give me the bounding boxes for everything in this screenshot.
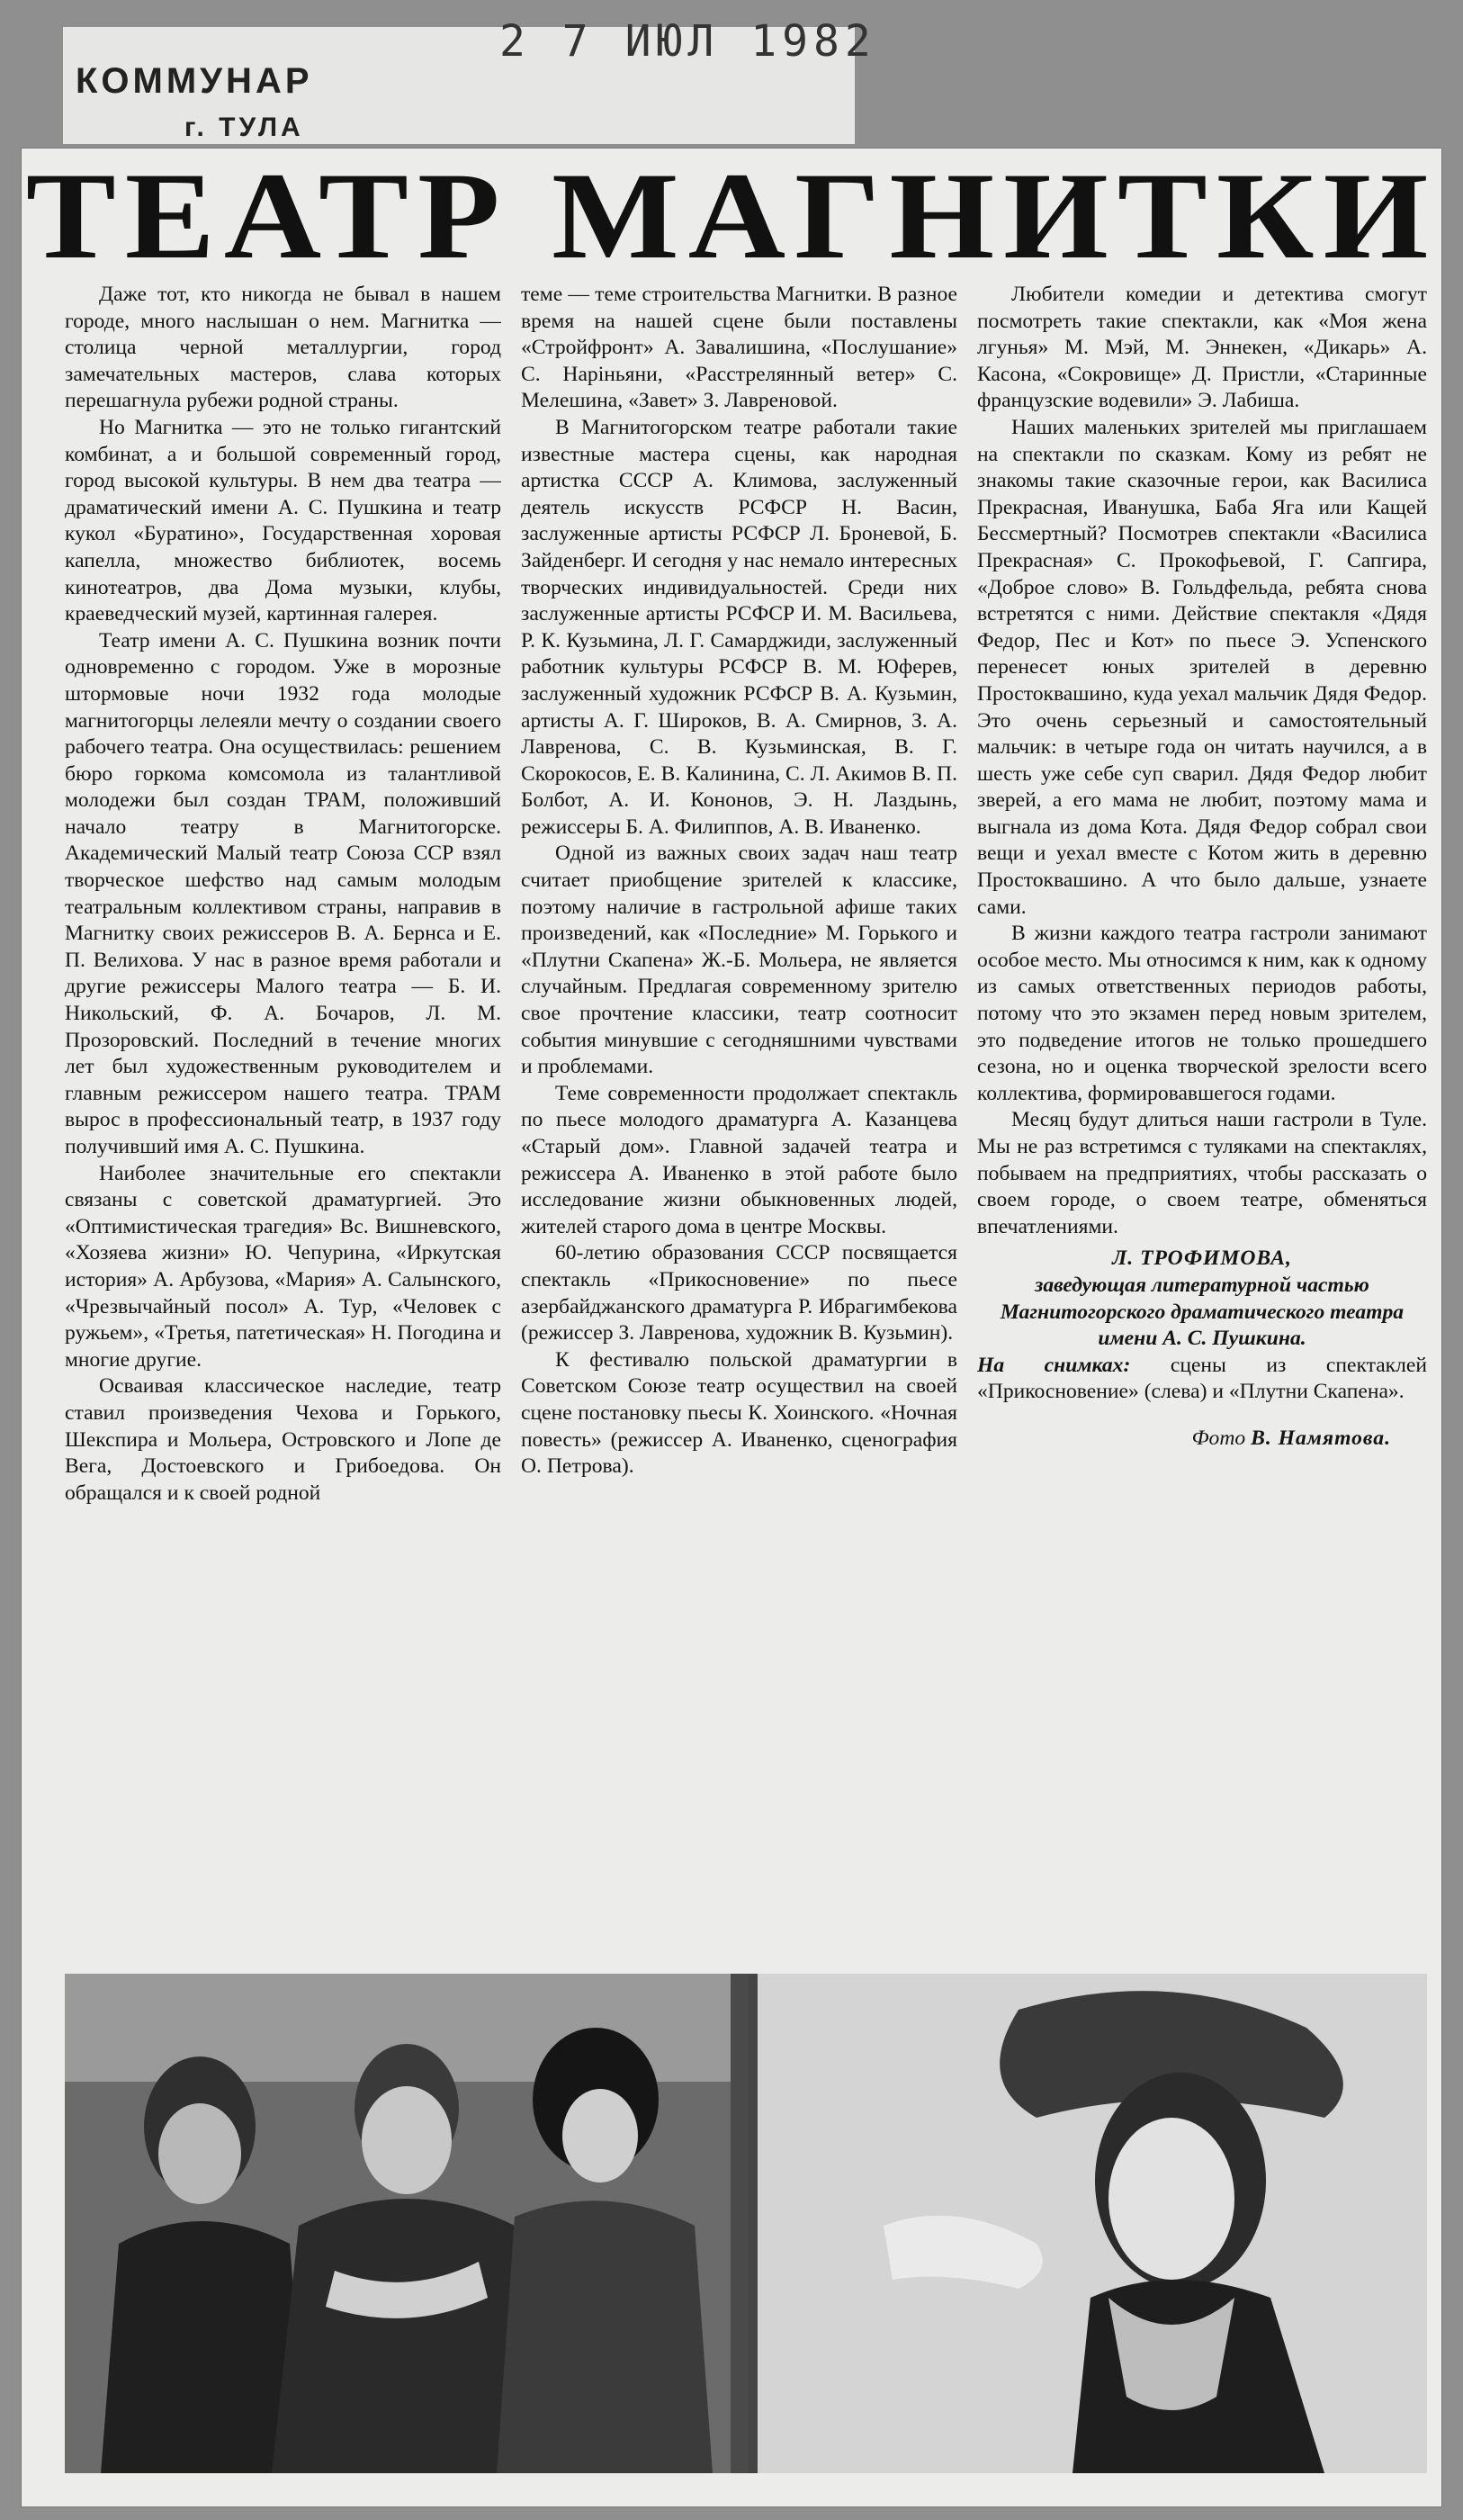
scene-photo-right-graphic	[749, 1974, 1427, 2473]
author-role: заведующая литературной частью Магнитогорского драматического театра имени А. С. Пушкина.	[1000, 1273, 1405, 1351]
photo-caption	[977, 1353, 1427, 1406]
article-column-3	[977, 282, 1427, 1965]
paragraph: Любители комедии и детектива смогут посмотреть такие спектакли, как «Моя жена лгунья» М. Мэй, М. Эннекен, «Дикарь» А. Касона, «Сокровище» Д. Пристли, «Старинные французские водевили» Э. Лабиша.	[977, 283, 1427, 413]
paragraph: К фестивалю польской драматургии в Советском Союзе театр осуществил на своей сцене постановку пьесы К. Хоинского. «Ночная повесть» (режиссер А. Иваненко, сценография О. Петрова).	[521, 1347, 957, 1479]
paragraph: Осваивая классическое наследие, театр ставил произведения Чехова и Горького, Шекспира и Мольера, Островского и Лопе де Вега, Достоевского и Грибоедова. Он обращался и к своей родной	[65, 1374, 501, 1505]
paragraph: Месяц будут длиться наши гастроли в Туле. Мы не раз встретимся с туляками на спектаклях, побываем на предприятиях, чтобы рассказать о своем городе, о своем театре, обменяться впечатлениями.	[977, 1108, 1427, 1238]
paragraph: Даже тот, кто никогда не бывал в нашем городе, много наслышан о нем. Магнитка — столица черной металлургии, город замечательных мастеров, слава которых перешагнула рубежи родной страны.	[65, 283, 501, 413]
paragraph: В Магнитогорском театре работали такие известные мастера сцены, как народная артистка СССР А. Климова, заслуженный деятель искусств РСФСР Н. Васин, заслуженные артисты РСФСР Л. Броневой, Б. Зайденберг. И сегодня у нас немало интересных творческих индивидуальностей. Среди них заслуженные артисты РСФСР И. М. Васильева, Р. К. Кузьмина, Л. Г. Самарджиди, заслуженный работник культуры РСФСР В. М. Юферев, заслуженный художник РСФСР В. А. Кузьмин, артисты А. Г. Широков, В. А. Смирнов, З. А. Лавренова, С. В. Кузьминская, В. Г. Скорокосов, Е. В. Калинина, С. Л. Акимов В. П. Болбот, А. И. Кононов, Э. Н. Лаздынь, режиссеры Б. А. Филиппов, А. В. Иваненко.	[521, 415, 957, 839]
photo-scene-left	[65, 1974, 749, 2473]
paragraph: теме — теме строительства Магнитки. В разное время на нашей сцене были поставлены «Стройфронт» А. Завалишина, «Послушание» С. Наріньяни, «Расстрелянный ветер» С. Мелешина, «Завет» З. Лавреновой.	[521, 283, 957, 413]
newspaper-city: г. ТУЛА	[184, 112, 304, 142]
article-column-1	[65, 282, 501, 1965]
newspaper-clipping	[22, 148, 1441, 2506]
paragraph: Но Магнитка — это не только гигантский комбинат, а и большой современный город, город высокой культуры. В нем два театра — драматический имени А. С. Пушкина и театр кукол «Буратино», Государственная хоровая капелла, множество библиотек, восемь кинотеатров, два Дома музыки, клубы, краеведческий музей, картинная галерея.	[65, 415, 501, 626]
author-signature	[977, 1246, 1427, 1352]
photo-credit-name: В. Намятова.	[1251, 1426, 1391, 1450]
paragraph: Наиболее значительные его спектакли связаны с советской драматургией. Это «Оптимистическая трагедия» Вс. Вишневского, «Хозяева жизни» Ю. Чепурина, «Иркутская история» А. Арбузова, «Мария» А. Салынского, «Чрезвычайный посол» А. Тур, «Человек с ружьем», «Третья, патетическая» Н. Погодина и многие другие.	[65, 1161, 501, 1372]
photo-credit	[977, 1426, 1427, 1453]
paragraph: 60-летию образования СССР посвящается спектакль «Прикосновение» по пьесе азербайджанского драматурга Р. Ибрагимбекова (режиссер З. Лавренова, художник В. Кузьмин).	[521, 1241, 957, 1346]
paragraph: В жизни каждого театра гастроли занимают особое место. Мы относимся к ним, как к одному из самых ответственных периодов работы, потому что это экзамен перед новым зрителем, это подведение итогов не только прошедшего сезона, но и оценка творческой зрелости всего коллектива, формировавшегося годами.	[977, 922, 1427, 1105]
article-column-2	[521, 282, 957, 1965]
photo-credit-label: Фото	[1191, 1426, 1246, 1450]
paragraph: Театр имени А. С. Пушкина возник почти одновременно с городом. Уже в морозные штормовые ночи 1932 года молодые магнитогорцы лелеяли мечту о создании своего рабочего театра. Она осуществилась: решением бюро горкома комсомола из талантливой молодежи был создан ТРАМ, положивший начало театру в Магнитогорске. Академический Малый театр Союза ССР взял творческое шефство над самым молодым театральным коллективом страны, направив в Магнитку своих режиссеров В. А. Бернса и Е. П. Велихова. У нас в разное время работали и другие режиссеры Малого театра — Б. И. Никольский, Ф. А. Бочаров, Л. М. Прозоровский. Последний в течение многих лет был художественным руководителем и главным режиссером нашего театра. ТРАМ вырос в профессиональный театр, в 1937 году получивший имя А. С. Пушкина.	[65, 628, 501, 1158]
paragraph: Одной из важных своих задач наш театр считает приобщение зрителей к классике, поэтому наличие в гастрольной афише таких произведений, как «Последние» М. Горького и «Плутни Скапена» Ж.-Б. Мольера, не является случайным. Предлагая современному зрителю свое прочтение классики, театр соотносит события минувшие с сегодняшними чувствами и проблемами.	[521, 842, 957, 1079]
paragraph: Теме современности продолжает спектакль по пьесе молодого драматурга А. Казанцева «Старый дом». Главной задачей театра и режиссера А. Иваненко в этой работе было исследование жизни обыкновенных людей, жителей старого дома в центре Москвы.	[521, 1081, 957, 1238]
scene-photo-left-graphic	[65, 1974, 749, 2473]
photo-caption-label: На снимках:	[977, 1353, 1131, 1377]
date-stamp: 2 7 ИЮЛ 1982	[499, 16, 876, 67]
author-name: Л. ТРОФИМОВА,	[1112, 1246, 1292, 1271]
photo-caption-text: сцены из спектаклей «Прикосновение» (слева) и «Плутни Скапена».	[977, 1353, 1427, 1404]
photo-scene-right	[749, 1974, 1427, 2473]
newspaper-name: КОММУНАР	[76, 61, 313, 101]
article-headline: ТЕАТР МАГНИТКИ	[25, 147, 1438, 285]
paragraph: Наших маленьких зрителей мы приглашаем на спектакли по сказкам. Кому из ребят не знакомы такие сказочные герои, как Василиса Прекрасная, Иванушка, Баба Яга или Кащей Бессмертный? Посмотрев спектакли «Василиса Прекрасная» С. Прокофьевой, Г. Сапгира, «Доброе слово» В. Гольдфельда, ребята снова встретятся с ними. Действие спектакля «Дядя Федор, Пес и Кот» по пьесе Э. Успенского перенесет юных зрителей в деревню Простоквашино, куда уехал мальчик Дядя Федор. Это очень серьезный и самостоятельный мальчик: в четыре года он читать научился, а в шесть уже себе суп сварил. Дядя Федор любит зверей, а его мама не любит, поэтому мама и выгнала из дома Кота. Дядя Федор собрал свои вещи и уехал вместе с Котом жить в деревню Простоквашино. А что было дальше, узнаете сами.	[977, 415, 1427, 919]
